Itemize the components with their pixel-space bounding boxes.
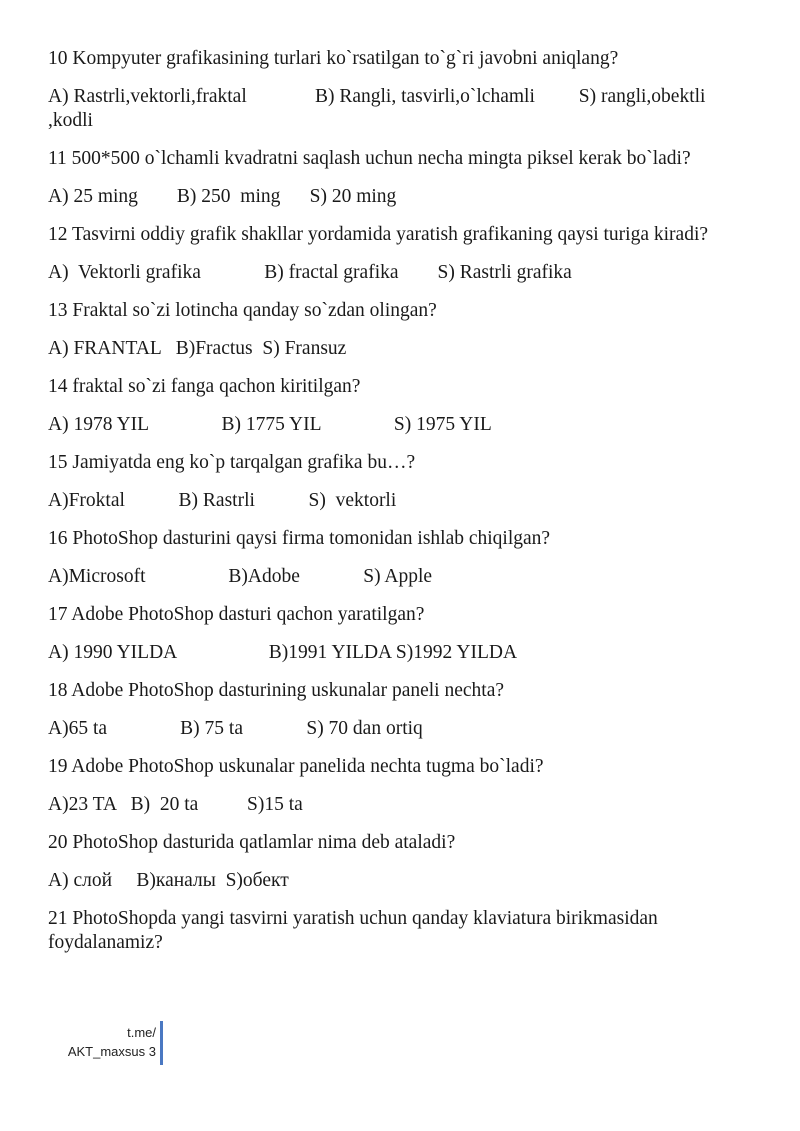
question-14: 14 fraktal so`zi fanga qachon kiritilgan? bbox=[48, 376, 361, 397]
question-16: 16 PhotoShop dasturini qaysi firma tomonidan ishlab chiqilgan? bbox=[48, 528, 551, 549]
answers-14: A) 1978 YIL B) 1775 YIL S) 1975 YIL bbox=[48, 414, 492, 435]
answers-18: A)65 ta B) 75 ta S) 70 dan ortiq bbox=[48, 718, 423, 739]
answers-10: A) Rastrli,vektorli,fraktal B) Rangli, tasvirli,o`lchamli S) rangli,obektli ,kodli bbox=[48, 86, 711, 131]
question-15: 15 Jamiyatda eng ko`p tarqalgan grafika bu…? bbox=[48, 452, 416, 473]
answers-16: A)Microsoft B)Adobe S) Apple bbox=[48, 566, 433, 587]
question-10: 10 Kompyuter grafikasining turlari ko`rsatilgan to`g`ri javobni aniqlang? bbox=[48, 48, 619, 69]
question-11: 11 500*500 o`lchamli kvadratni saqlash uchun necha mingta piksel kerak bo`ladi? bbox=[48, 148, 691, 169]
question-19: 19 Adobe PhotoShop uskunalar panelida nechta tugma bo`ladi? bbox=[48, 756, 544, 777]
question-21: 21 PhotoShopda yangi tasvirni yaratish uchun qanday klaviatura birikmasidan foydalanamiz? bbox=[48, 908, 658, 953]
footer-link-prefix[interactable]: t.me/ bbox=[127, 1025, 156, 1040]
answers-19: A)23 TA B) 20 ta S)15 ta bbox=[48, 794, 303, 815]
document-body bbox=[48, 47, 748, 969]
question-17: 17 Adobe PhotoShop dasturi qachon yaratilgan? bbox=[48, 604, 425, 625]
answers-12: A) Vektorli grafika B) fractal grafika S) Rastrli grafika bbox=[48, 262, 572, 283]
answers-11: A) 25 ming B) 250 ming S) 20 ming bbox=[48, 186, 397, 207]
answers-13: A) FRANTAL B)Fractus S) Fransuz bbox=[48, 338, 347, 359]
answers-17: A) 1990 YILDA B)1991 YILDA S)1992 YILDA bbox=[48, 642, 518, 663]
question-20: 20 PhotoShop dasturida qatlamlar nima deb ataladi? bbox=[48, 832, 456, 853]
question-13: 13 Fraktal so`zi lotincha qanday so`zdan olingan? bbox=[48, 300, 437, 321]
answers-15: A)Froktal B) Rastrli S) vektorli bbox=[48, 490, 397, 511]
answers-20: A) слой B)каналы S)обект bbox=[48, 870, 289, 891]
footer-divider bbox=[160, 1021, 163, 1065]
page-footer bbox=[56, 1023, 156, 1061]
question-18: 18 Adobe PhotoShop dasturining uskunalar paneli nechta? bbox=[48, 680, 505, 701]
question-12: 12 Tasvirni oddiy grafik shakllar yordamida yaratish grafikaning qaysi turiga kiradi? bbox=[48, 224, 709, 245]
footer-channel-name[interactable]: AKT_maxsus 3 bbox=[67, 1044, 156, 1059]
